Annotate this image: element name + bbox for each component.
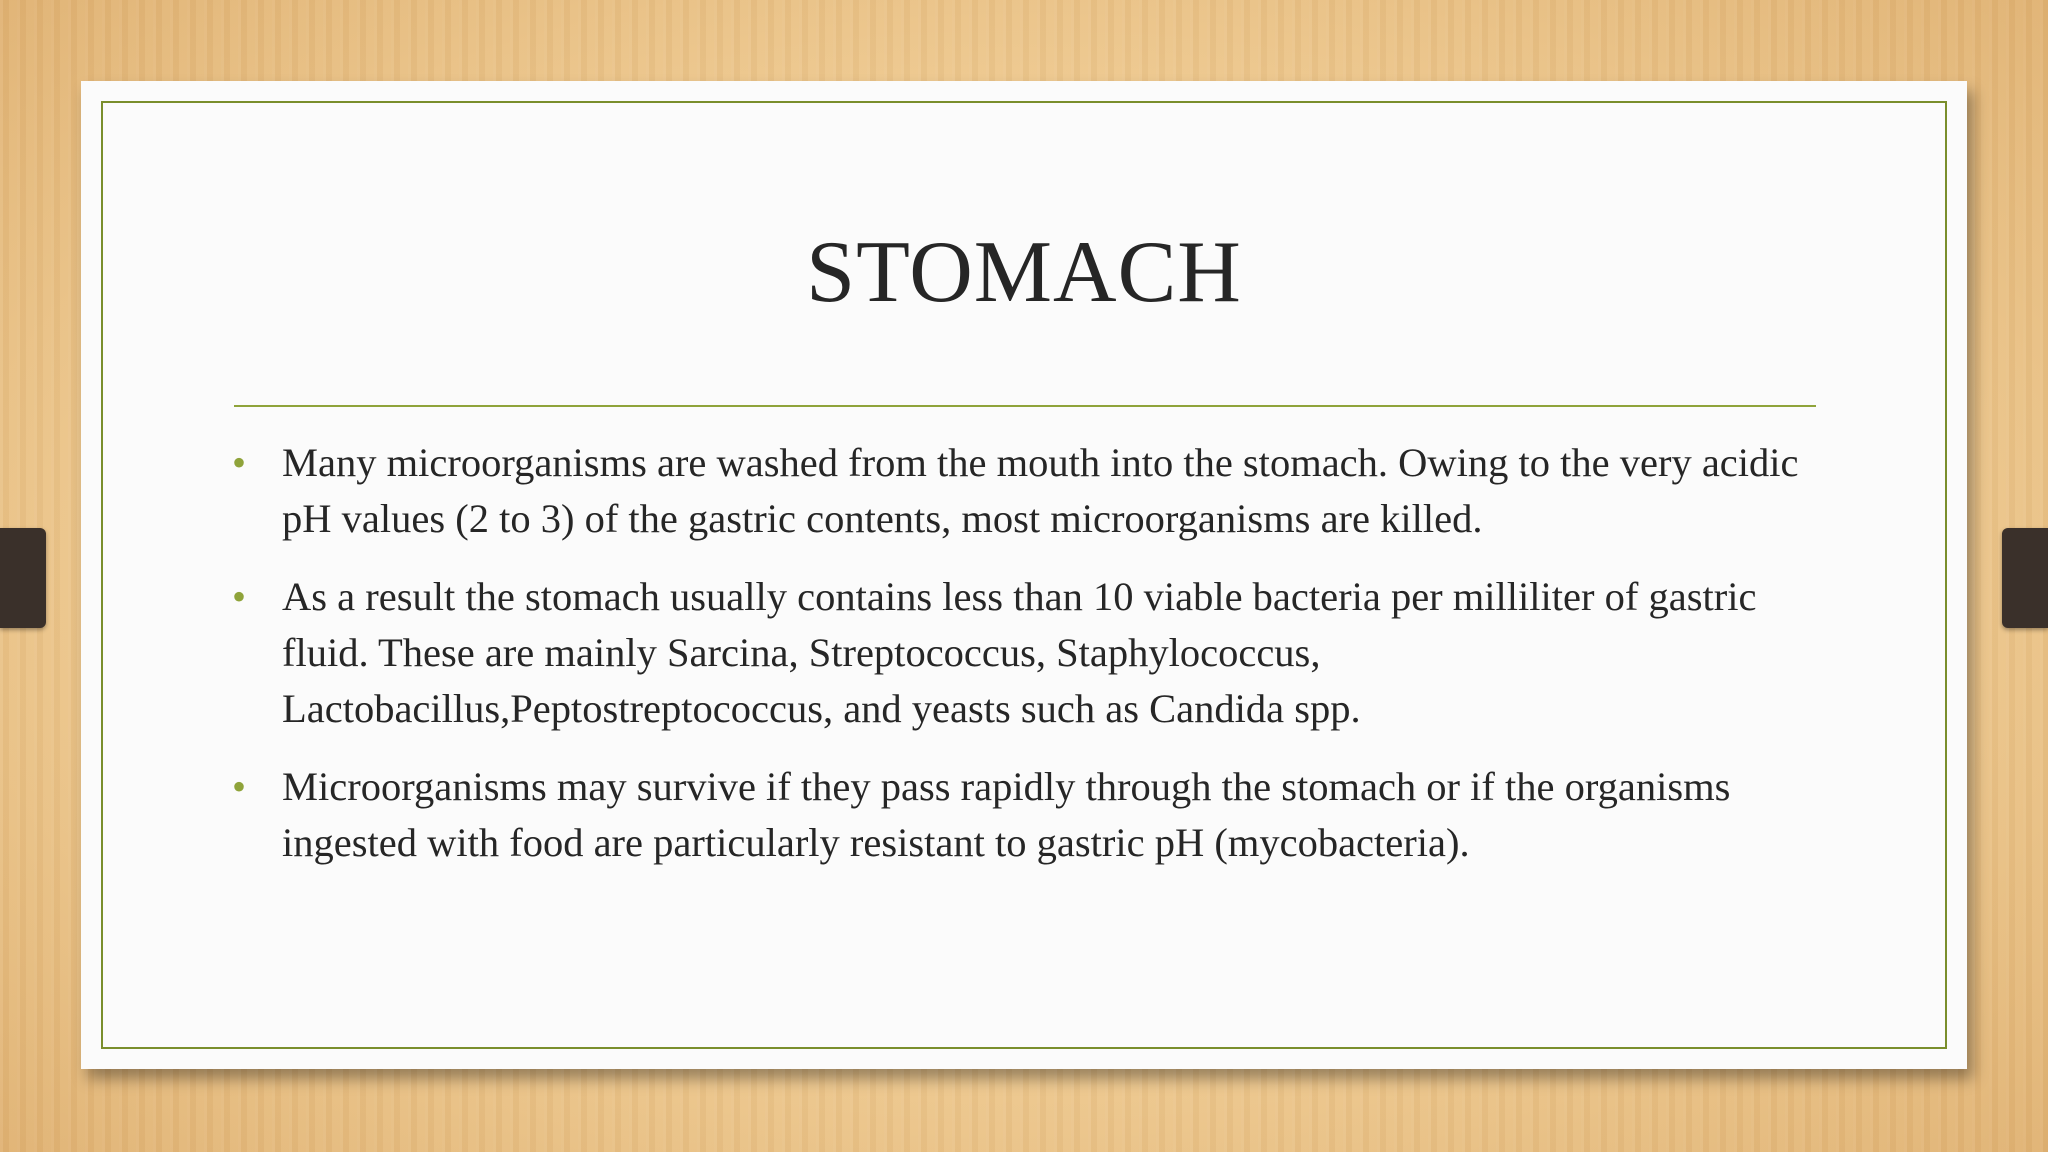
bullet-list: [232, 435, 1852, 893]
bullet-item: [232, 759, 1852, 871]
bullet-item: [232, 435, 1852, 547]
bullet-text: Microorganisms may survive if they pass rapidly through the stomach or if the organisms ingested with food are particularly resistant to gastric pH (mycobacteria).: [282, 764, 1731, 865]
bullet-dot-icon: •: [232, 764, 247, 809]
right-binder-tab: [2002, 528, 2048, 628]
bullet-dot-icon: •: [232, 574, 247, 619]
slide-title: STOMACH: [806, 224, 1242, 321]
bullet-item: [232, 569, 1852, 737]
bullet-dot-icon: •: [232, 440, 247, 485]
bullet-text: Many microorganisms are washed from the mouth into the stomach. Owing to the very acidic pH values (2 to 3) of the gastric contents, most microorganisms are killed.: [282, 440, 1799, 541]
title-divider: [234, 405, 1816, 407]
left-binder-tab: [0, 528, 46, 628]
bullet-text: As a result the stomach usually contains less than 10 viable bacteria per milliliter of gastric fluid. These are mainly Sarcina, Streptococcus, Staphylococcus, Lactobacillus,Peptostreptococcus, and yeasts such as Candida spp.: [282, 574, 1757, 731]
